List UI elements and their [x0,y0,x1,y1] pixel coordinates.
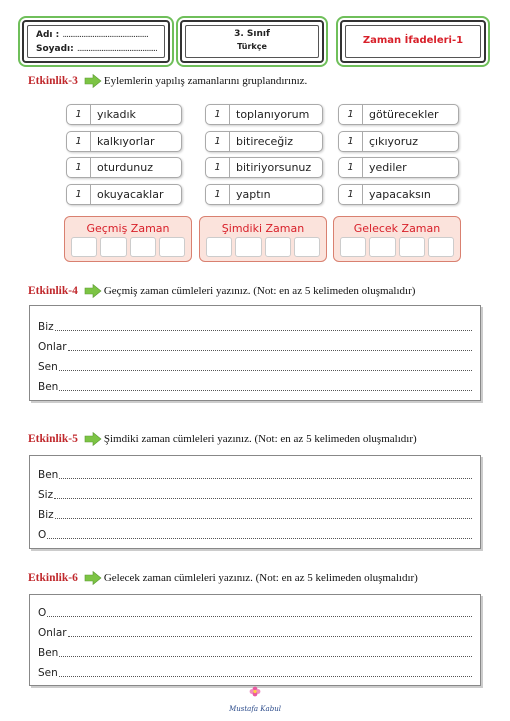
flower-logo-icon [248,685,262,699]
word-chip[interactable] [338,104,459,125]
chip-word: oturdunuz [97,161,154,174]
word-chip[interactable] [338,157,459,178]
chip-word: çıkıyoruz [369,135,419,148]
answer-slot[interactable] [159,237,185,257]
activity6-label: Etkinlik-6 [28,572,78,584]
activity6-writing-box [29,594,481,686]
chip-number: 1 [339,158,363,177]
activity4-label: Etkinlik-4 [28,285,78,297]
surname-dots: ........................................... [76,44,157,54]
writing-line[interactable] [38,467,472,481]
writing-line[interactable] [38,319,472,333]
arrow-right-icon [84,74,102,88]
line-lead: Biz [38,321,54,333]
answer-slot[interactable] [265,237,291,257]
word-chip[interactable] [66,104,182,125]
word-chip[interactable] [338,184,459,205]
footer [0,685,510,713]
line-lead: Ben [38,647,59,659]
chip-number: 1 [206,132,230,151]
chip-number: 1 [67,132,91,151]
worksheet-title: Zaman İfadeleri-1 [362,35,464,46]
writing-line[interactable] [38,625,472,639]
student-info-box [22,20,170,63]
word-chip[interactable] [205,184,323,205]
writing-line[interactable] [38,487,472,501]
chip-word: yediler [369,161,407,174]
chip-number: 1 [206,158,230,177]
word-chip[interactable] [205,157,323,178]
chip-word: toplanıyorum [236,108,310,121]
answer-slot[interactable] [294,237,320,257]
line-lead: Sen [38,667,58,679]
chip-number: 1 [67,158,91,177]
answer-slot[interactable] [340,237,366,257]
arrow-right-icon [84,432,102,446]
chip-word: kalkıyorlar [97,135,155,148]
line-lead: Siz [38,489,54,501]
activity6-heading [28,571,418,585]
chip-number: 1 [67,105,91,124]
class-info-box [180,20,324,63]
arrow-right-icon [84,284,102,298]
chip-word: okuyacaklar [97,188,164,201]
writing-line[interactable] [38,359,472,373]
activity5-instruction: Şimdiki zaman cümleleri yazınız. (Not: en az 5 kelimeden oluşmalıdır) [103,433,417,445]
name-dots: .............................................. [62,30,148,40]
surname-line[interactable] [36,44,157,54]
chip-number: 1 [339,132,363,151]
line-lead: Ben [38,381,59,393]
chip-word: yaptın [236,188,271,201]
past-tense-box [64,216,192,262]
answer-slot[interactable] [235,237,261,257]
author-signature: Mustafa Kabul [229,705,281,713]
line-lead: Onlar [38,341,67,353]
subject-label: Türkçe [237,42,267,51]
activity5-heading [28,432,417,446]
word-chip[interactable] [338,131,459,152]
writing-line[interactable] [38,339,472,353]
activity3-heading [28,74,307,88]
chip-number: 1 [339,185,363,204]
grade-label: 3. Sınıf [234,29,270,39]
writing-line[interactable] [38,605,472,619]
present-tense-label: Şimdiki Zaman [221,222,305,235]
surname-label: Soyadı: [36,44,74,54]
chip-word: bitireceğiz [236,135,294,148]
line-lead: Biz [38,509,54,521]
title-box [340,20,486,63]
line-lead: O [38,607,47,619]
activity5-label: Etkinlik-5 [28,433,78,445]
present-tense-box [199,216,327,262]
word-chip[interactable] [66,131,182,152]
name-label: Adı : [36,30,60,40]
activity3-label: Etkinlik-3 [28,75,78,87]
line-lead: O [38,529,47,541]
writing-line[interactable] [38,379,472,393]
answer-slot[interactable] [206,237,232,257]
future-tense-box [333,216,461,262]
arrow-right-icon [84,571,102,585]
writing-line[interactable] [38,507,472,521]
chip-number: 1 [206,185,230,204]
line-lead: Onlar [38,627,67,639]
chip-word: götürecekler [369,108,439,121]
answer-slot[interactable] [100,237,126,257]
activity4-writing-box [29,305,481,401]
answer-slot[interactable] [71,237,97,257]
chip-number: 1 [206,105,230,124]
word-chip[interactable] [205,131,323,152]
chip-number: 1 [67,185,91,204]
writing-line[interactable] [38,527,472,541]
activity4-instruction: Geçmiş zaman cümleleri yazınız. (Not: en az 5 kelimeden oluşmalıdır) [103,285,416,297]
activity5-writing-box [29,455,481,549]
chip-number: 1 [339,105,363,124]
writing-line[interactable] [38,665,472,679]
writing-line[interactable] [38,645,472,659]
answer-slot[interactable] [399,237,425,257]
name-line[interactable] [36,30,148,40]
past-tense-label: Geçmiş Zaman [86,222,170,235]
chip-word: yapacaksın [369,188,431,201]
activity3-instruction: Eylemlerin yapılış zamanlarını gruplandırınız. [103,75,308,87]
future-tense-label: Gelecek Zaman [353,222,441,235]
activity6-instruction: Gelecek zaman cümleleri yazınız. (Not: en az 5 kelimeden oluşmalıdır) [103,572,418,584]
answer-slot[interactable] [428,237,454,257]
line-lead: Ben [38,469,59,481]
word-chip[interactable] [66,157,182,178]
line-lead: Sen [38,361,58,373]
chip-word: yıkadık [97,108,136,121]
answer-slot[interactable] [130,237,156,257]
chip-word: bitiriyorsunuz [236,161,312,174]
activity4-heading [28,284,415,298]
answer-slot[interactable] [369,237,395,257]
word-chip[interactable] [66,184,182,205]
word-chip[interactable] [205,104,323,125]
